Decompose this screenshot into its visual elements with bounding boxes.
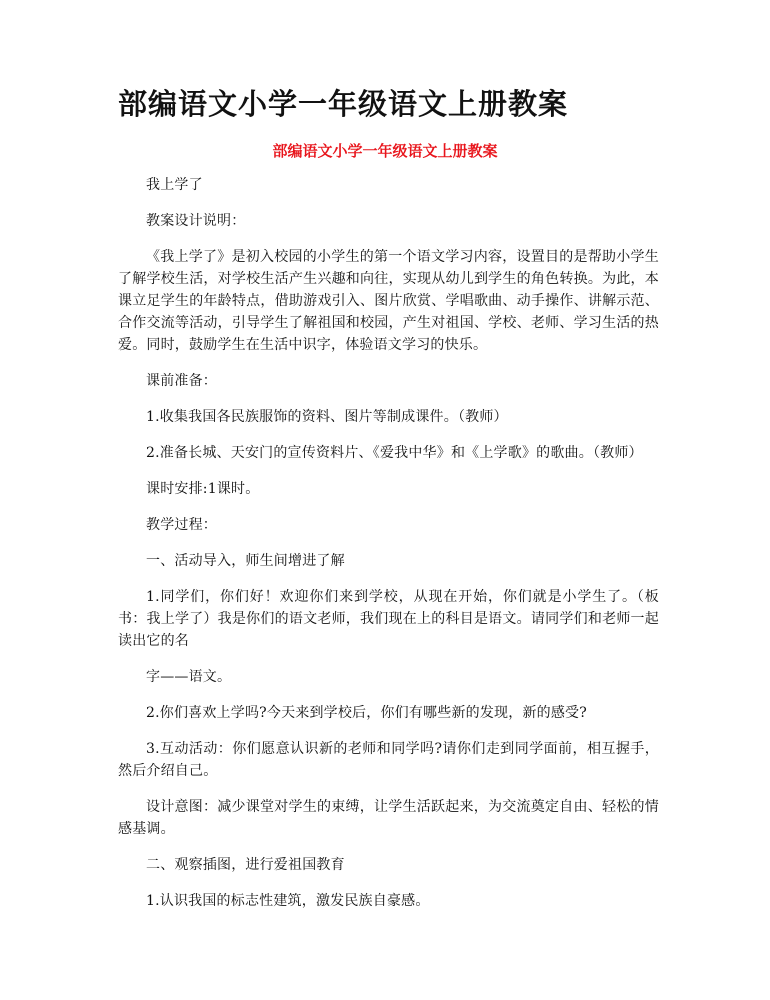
paragraph: 3.互动活动：你们愿意认识新的老师和同学吗?请你们走到同学面前，相互握手，然后介绍自己。: [118, 741, 659, 779]
paragraph: 课时安排:1课时。: [146, 481, 260, 497]
paragraph: 字——语文。: [146, 669, 232, 685]
paragraph: 设计意图：减少课堂对学生的束缚，让学生活跃起来，为交流奠定自由、轻松的情感基调。: [118, 799, 659, 837]
document-body: [118, 174, 659, 926]
paragraph: 《我上学了》是初入校园的小学生的第一个语文学习内容，设置目的是帮助小学生了解学校生活，对学校生活产生兴趣和向往，实现从幼儿到学生的角色转换。为此，本课立足学生的年龄特点，借助游戏引入、图片欣赏、学唱歌曲、动手操作、讲解示范、合作交流等活动，引导学生了解祖国和校园，产生对祖国、学校、老师、学习生活的热爱。同时，鼓励学生在生活中识字，体验语文学习的快乐。: [118, 249, 659, 353]
paragraph: 1.收集我国各民族服饰的资料、图片等制成课件。（教师）: [146, 409, 508, 425]
paragraph: 我上学了: [146, 177, 203, 193]
paragraph: 1.同学们，你们好！欢迎你们来到学校，从现在开始，你们就是小学生了。（板书：我上学了）我是你们的语文老师，我们现在上的科目是语文。请同学们和老师一起读出它的名: [118, 589, 659, 649]
paragraph: 二、观察插图，进行爱祖国教育: [146, 857, 345, 873]
document-title: 部编语文小学一年级语文上册教案: [118, 87, 569, 121]
document-subtitle: 部编语文小学一年级语文上册教案: [272, 142, 498, 160]
paragraph: 一、活动导入，师生间增进了解: [146, 553, 345, 569]
paragraph: 2.你们喜欢上学吗?今天来到学校后，你们有哪些新的发现，新的感受?: [146, 705, 587, 721]
paragraph: 课前准备：: [146, 373, 217, 389]
paragraph: 1.认识我国的标志性建筑，激发民族自豪感。: [146, 893, 430, 909]
paragraph: 教案设计说明：: [146, 213, 246, 229]
paragraph: 2.准备长城、天安门的宣传资料片、《爱我中华》和《上学歌》的歌曲。（教师）: [146, 445, 643, 461]
paragraph: 教学过程：: [146, 517, 217, 533]
